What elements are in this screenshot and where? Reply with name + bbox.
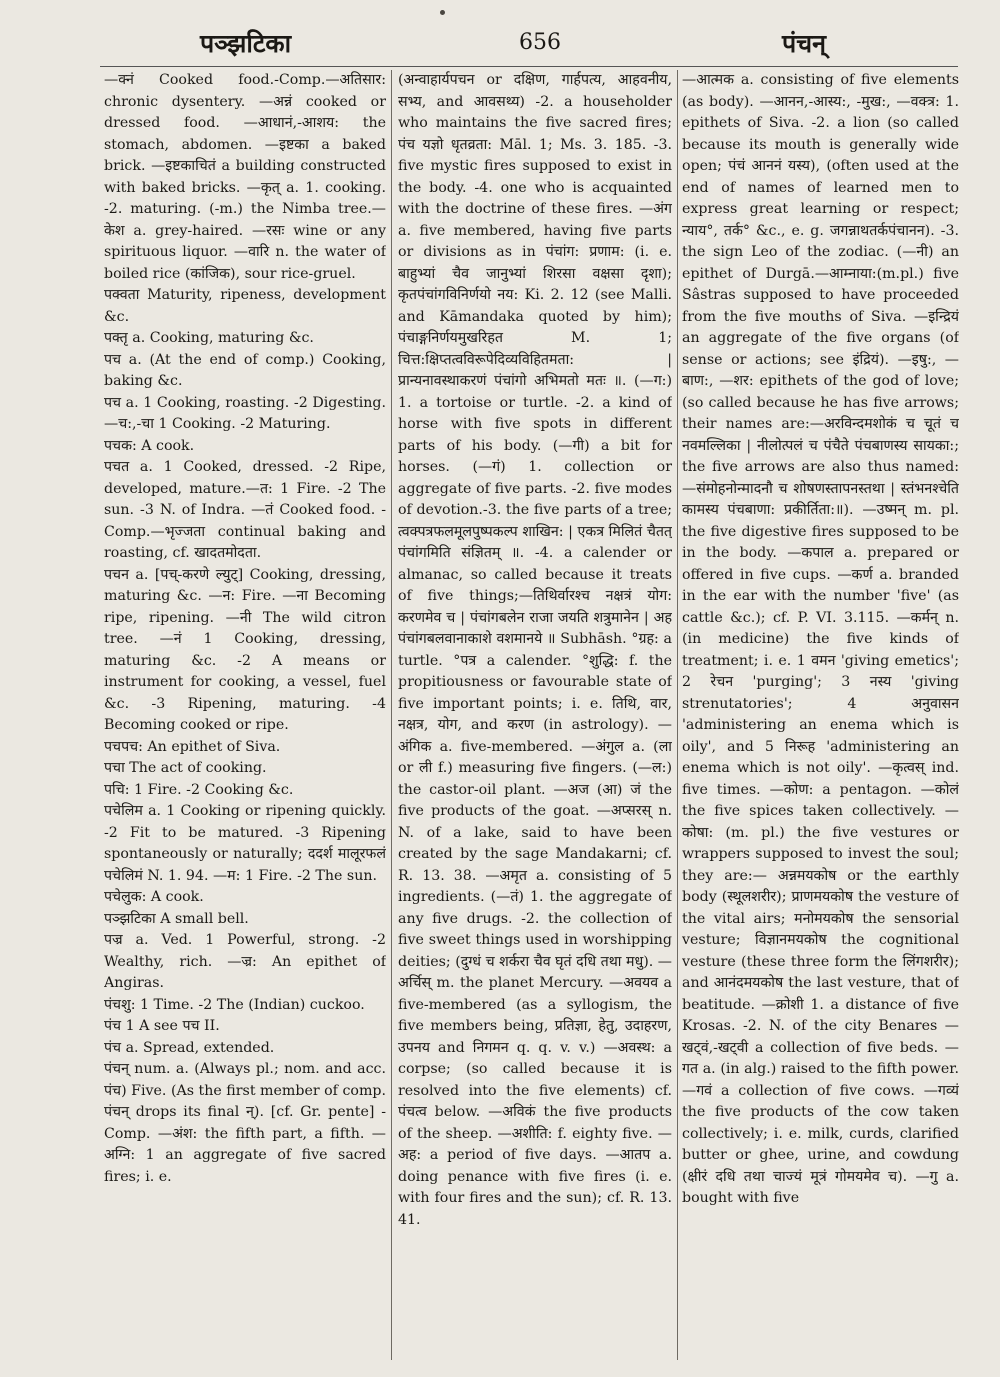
entry: पंचशु: 1 Time. -2 The (Indian) cuckoo. [104, 996, 365, 1013]
entry: (अन्वाहार्यपचन or दक्षिण, गार्हपत्य, आहवनीय, सभ्य, and आवसथ्य) -2. a householder who maintains the five sacred fires; पंच यज्ञो धृतव्रता: Māl. 1; Ms. 3. 185. -3. five mystic fires supposed to exist in the body. -4. one who is acquainted with the doctrine of these fires. —अंग a. five membered, having five parts or divisions as in पंचांग: प्रणाम: (i. e. बाहुभ्यां चैव जानुभ्यां शिरसा वक्षसा दृशा); कृतपंचांगविनिर्णयो नय: Ki. 2. 12 (see Malli. and Kāmandaka quoted by him); पंचाङ्गनिर्णयमुखरिहत M. 1; चित्त:क्षिप्तत्वविरूपेदिव्यविहितमता: | प्रान्यनावस्थाकरणं पंचांगो अभिमतो मतः ॥. (—ग:) 1. a tortoise or turtle. -2. a kind of horse with five spots in different parts of his body. (—गी) a bit for horses. (—गं) 1. collection or aggregate of five parts. -2. five modes of devotion.-3. the five parts of a tree; त्वक्पत्रफलमूलपुष्पकल्प शाखिन: | एकत्र मिलितं चैतत् पंचांगमिति संज्ञितम् ॥. -4. a calender or almanac, so called because it treats of five things;—तिथिर्वारश्च नक्षत्रं योग: करणमेव च | पंचांगबलेन राजा जयति शत्रुमानेन | अह पंचांगबलवानाकाशे वशमानये ॥ Subhāsh. °ग्रह: a turtle. °पत्र a calender. °शुद्धि: f. the propitiousness or favourable state of five important points; i. e. तिथि, वार, नक्षत्र, योग, and करण (in astrology). —अंगिक a. five-membered. —अंगुल a. (ला or ली f.) measuring five fingers. (—ल:) the castor-oil plant. —अज (आ) जं the five products of the goat. —अप्सरस् n. N. of a lake, said to have been created by the sage Mandakarni; cf. R. 13. 38. —अमृत a. consisting of 5 ingredients. (—तं) 1. the aggregate of any five drugs. -2. the collection of five sweet things used in worshipping deities; (दुग्धं च शर्करा चैव घृतं दधि तथा मधु). —अर्चिस् m. the planet Mercury. —अवयव a five-membered (as a syllogism, the five members being, प्रतिज्ञा, हेतु, उदाहरण, उपनय and निगमन q. q. v. v.) —अवस्थ: a corpse; (so called because it is resolved into the five elements) cf. पंचत्व below. —अविकं the five products of the sheep. —अशीति: f. eighty five. —अह: a period of five days. —आतप a. doing penance with five fires (i. e. with four fires and the sun); cf. R. 13. 41. [398, 72, 672, 1228]
entry: पच a. (At the end of comp.) Cooking, baking &c. [104, 351, 386, 389]
header-right-guideword: पंचन् [782, 29, 826, 58]
column-3 [682, 70, 959, 1350]
header-rule [100, 66, 958, 67]
entry: पंच 1 A see पच II. [104, 1018, 220, 1034]
entry: पंच a. Spread, extended. [104, 1039, 275, 1056]
column-1 [104, 70, 386, 1350]
entry: पचन a. [पच्-करणे ल्युट्] Cooking, dressing, maturing &c. —न: Fire. —ना Becoming ripe, ripening. —नी The wild citron tree. —नं 1 Cooking, dressing, maturing &c. -2 A means or instrument for cooking, a vessel, fuel &c. -3 Ripening, maturing. -4 Becoming cooked or ripe. [104, 566, 386, 733]
header-left-guideword: पञ्झटिका [200, 29, 292, 58]
entry: पंचन् num. a. (Always pl.; nom. and acc. पंच) Five. (As the first member of comp. पंचन् drops its final न्). [cf. Gr. pente] -Comp. —अंश: the fifth part, a fifth. —अग्नि: 1 an aggregate of five sacred fires; i. e. [104, 1061, 386, 1185]
entry: पक्तृ a. Cooking, maturing &c. [104, 330, 314, 346]
entry: पचेलिम a. 1 Cooking or ripening quickly. -2 Fit to be matured. -3 Ripening spontaneously or naturally; ददर्श मालूरफलं पचेलिमं N. 1. 94. —म: 1 Fire. -2 The sun. [104, 803, 386, 884]
entry: पज्र a. Ved. 1 Powerful, strong. -2 Wealthy, rich. —ज्र: An epithet of Angiras. [104, 932, 386, 991]
entry: पच a. 1 Cooking, roasting. -2 Digesting. —च:,-चा 1 Cooking. -2 Maturing. [104, 394, 386, 432]
entry: —आत्मक a. consisting of five elements (as body). —आनन,-आस्य:, -मुख:, —वक्त्र: 1. epithets of Siva. -2. a lion (so called because its mouth is generally wide open; पंचं आननं यस्य), (often used at the end of names of learned men to express great learning or respect; न्याय°, तर्क° &c., e. g. जगन्नाथतर्कपंचानन). -3. the sign Leo of the zodiac. (—नी) an epithet of Durgā.—आम्नाया:(m.pl.) five Sâstras supposed to have proceeded from the five mouths of Siva. —इन्द्रियं an aggregate of the five organs (of sense or actions; see इंद्रियं). —इषु:, —बाण:, —शर: epithets of the god of love; (so called because he has five arrows; their names are:—अरविन्दमशोकं च चूतं च नवमल्लिका | नीलोत्पलं च पंचैते पंचबाणस्य सायका:; the five arrows are also thus named:—संमोहनोन्मादनौ च शोषणस्तापनस्तथा | स्तंभनश्चेति कामस्य पंचबाणा: प्रकीर्तिता:॥). —उष्मन् m. pl. the five digestive fires supposed to be in the body. —कपाल a. prepared or offered in five cups. —कर्ण a. branded in the ear with the number 'five' (as cattle &c.); cf. P. VI. 3.115. —कर्मन् n. (in medicine) the five kinds of treatment; i. e. 1 वमन 'giving emetics'; 2 रेचन 'purging'; 3 नस्य 'giving strenutatories'; 4 अनुवासन 'administering an enema which is oily', and 5 निरूह 'administering an enema which is not oily'. —कृत्वस् ind. five times. —कोण: a pentagon. —कोलं the five spices taken collectively. —कोषा: (m. pl.) the five vestures or wrappers supposed to invest the soul; they are:— अन्नमयकोष or the earthly body (स्थूलशरीर); प्राणमयकोष the vesture of the vital airs; मनोमयकोष the sensorial vesture; विज्ञानमयकोष the cognitional vesture (these three form the लिंगशरीर); and आनंदमयकोष the last vesture, that of beatitude. —क्रोशी 1. a distance of five Krosas. -2. N. of the city Benares —खट्वं,-खट्वी a collection of five beds. —गत a. (in alg.) raised to the fifth power. —गवं a collection of five cows. —गव्यं the five products of the cow taken collectively; i. e. milk, curds, clarified butter or ghee, urine, and cowdung (क्षीरं दधि तथा चाज्यं मूत्रं गोमयमेव च). —गु a. bought with five [682, 72, 959, 1206]
entry: पञ्झटिका A small bell. [104, 910, 249, 927]
entry: पचक: A cook. [104, 437, 195, 454]
entry: पचा The act of cooking. [104, 760, 267, 776]
page-number: 656 [519, 30, 561, 55]
entry: पचत a. 1 Cooked, dressed. -2 Ripe, developed, mature.—त: 1 Fire. -2 The sun. -3 N. of Indra. —तं Cooked food. -Comp.—भृज्जता continual baking and roasting, cf. खादतमोदता. [104, 459, 386, 561]
entry: पचि: 1 Fire. -2 Cooking &c. [104, 781, 294, 798]
entry: पचपच: An epithet of Siva. [104, 738, 281, 755]
column-divider [391, 70, 392, 1360]
column-divider [677, 70, 678, 1360]
entry: पक्वता Maturity, ripeness, development &c. [104, 287, 386, 325]
entry: पचेलुक: A cook. [104, 889, 204, 905]
print-dot [440, 10, 445, 15]
entry: —क्नं Cooked food.-Comp.—अतिसार: chronic dysentery. —अन्नं cooked or dressed food. —आधानं,-आशय: the stomach, abdomen. —इष्टका a baked brick. —इष्टकाचितं a building constructed with baked bricks. —कृत् a. 1. cooking. -2. maturing. (-m.) the Nimba tree.—केश a. grey-haired. —रसः wine or any spirituous liquor. —वारि n. the water of boiled rice (कांजिक), sour rice-gruel. [104, 72, 386, 282]
column-2 [398, 70, 672, 1350]
